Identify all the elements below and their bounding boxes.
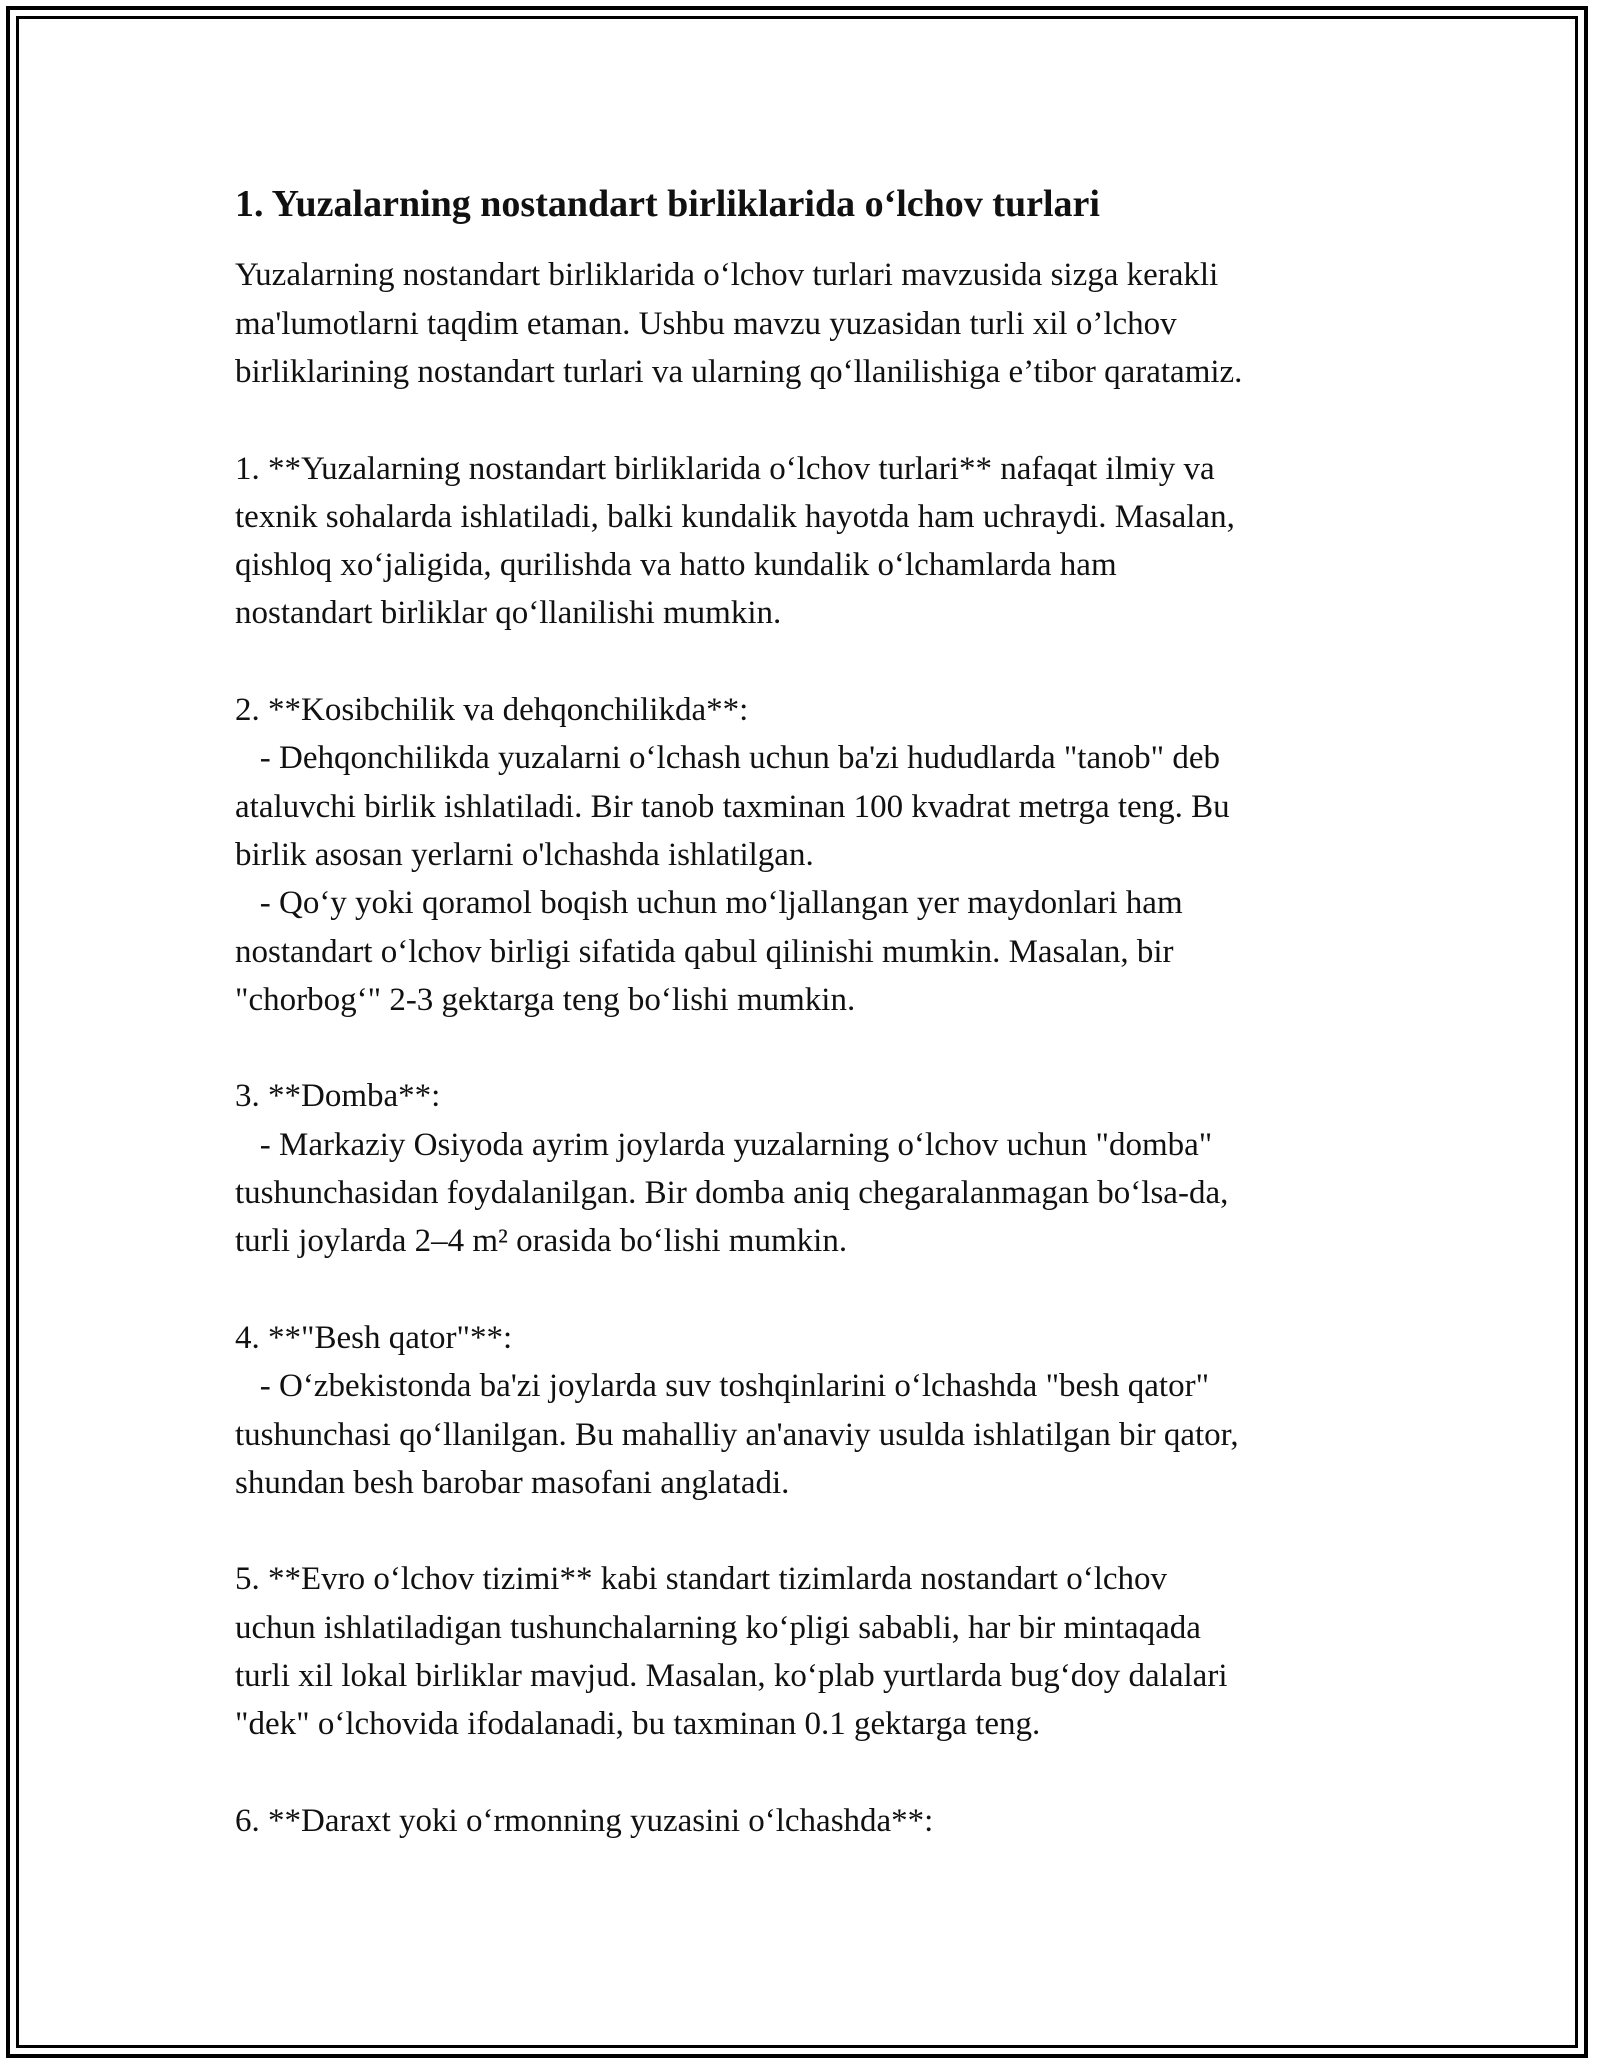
document-content (235, 180, 1415, 1845)
document-body: Yuzalarning nostandart birliklarida o‘lchov turlari mavzusida sizga kerakli ma'lumotlarni taqdim etaman. Ushbu mavzu yuzasidan turli xil o’lchov birliklarining nostandart turlari va ularning qo‘llanilishiga e’tibor qaratamiz. 1. **Yuzalarning nostandart birliklarida o‘lchov turlari** nafaqat ilmiy va texnik sohalarda ishlatiladi, balki kundalik hayotda ham uchraydi. Masalan, qishloq xo‘jaligida, qurilishda va hatto kundalik o‘lchamlarda ham nostandart birliklar qo‘llanilishi mumkin. 2. **Kosibchilik va dehqonchilikda**: - Dehqonchilikda yuzalarni o‘lchash uchun ba'zi hududlarda "tanob" deb ataluvchi birlik ishlatiladi. Bir tanob taxminan 100 kvadrat metrga teng. Bu birlik asosan yerlarni o'lchashda ishlatilgan. - Qo‘y yoki qoramol boqish uchun mo‘ljallangan yer maydonlari ham nostandart o‘lchov birligi sifatida qabul qilinishi mumkin. Masalan, bir "chorbog‘" 2-3 gektarga teng bo‘lishi mumkin. 3. **Domba**: - Markaziy Osiyoda ayrim joylarda yuzalarning o‘lchov uchun "domba" tushunchasidan foydalanilgan. Bir domba aniq chegaralanmagan bo‘lsa-da, turli joylarda 2–4 m² orasida bo‘lishi mumkin. 4. **"Besh qator"**: - O‘zbekistonda ba'zi joylarda suv toshqinlarini o‘lchashda "besh qator" tushunchasi qo‘llanilgan. Bu mahalliy an'anaviy usulda ishlatilgan bir qator, shundan besh barobar masofani anglatadi. 5. **Evro o‘lchov tizimi** kabi standart tizimlarda nostandart o‘lchov uchun ishlatiladigan tushunchalarning ko‘pligi sababli, har bir mintaqada turli xil lokal birliklar mavjud. Masalan, ko‘plab yurtlarda bug‘doy dalalari "dek" o‘lchovida ifodalanadi, bu taxminan 0.1 gektarga teng. 6. **Daraxt yoki o‘rmonning yuzasini o‘lchashda**: (235, 257, 1243, 1839)
document-title: 1. Yuzalarning nostandart birliklarida o‘lchov turlari (235, 183, 1100, 225)
